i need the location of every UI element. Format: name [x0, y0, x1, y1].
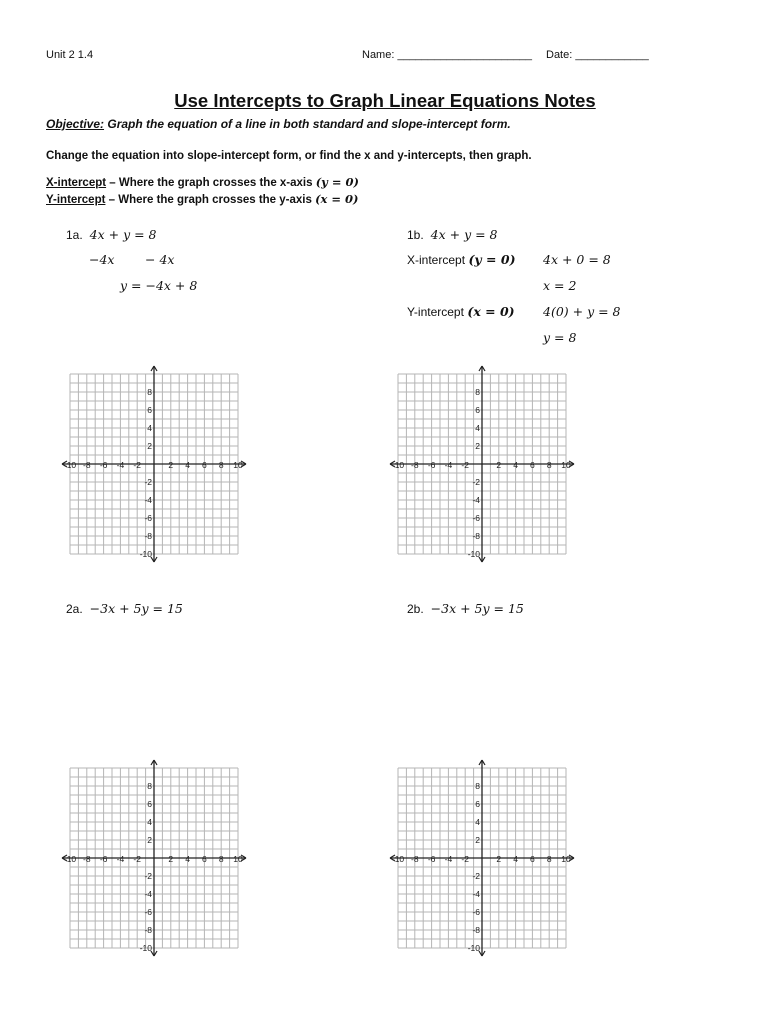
coordinate-grid-1a[interactable]	[63, 374, 243, 559]
y-intercept-heading	[407, 304, 515, 319]
y-tick-label: -6	[472, 907, 480, 917]
x-tick-label: 2	[168, 854, 174, 864]
x-tick-label: -10	[391, 854, 405, 864]
x-tick-label: 2	[496, 460, 502, 470]
y-tick-label: 2	[475, 835, 480, 845]
x-tick-label: 6	[530, 460, 535, 470]
y-tick-label: 8	[147, 387, 152, 397]
x-tick-label: 6	[202, 854, 207, 864]
x-tick-label: 6	[202, 460, 207, 470]
y-tick-label: 2	[147, 441, 152, 451]
problem-1b	[407, 227, 498, 242]
x-tick-label: -8	[83, 854, 91, 864]
x-tick-label: -6	[99, 460, 108, 470]
x-intercept-condition: (y = 0)	[468, 252, 516, 267]
x-tick-label: -4	[444, 460, 453, 470]
y-tick-label: 4	[475, 423, 480, 433]
y-intercept-step-1: 4(0) + y = 8	[543, 304, 621, 319]
y-tick-label: -10	[139, 549, 152, 559]
unit-label: Unit 2 1.4	[46, 49, 94, 61]
problem-2a	[66, 601, 183, 616]
y-tick-label: -4	[144, 889, 152, 899]
x-tick-label: 10	[233, 854, 243, 864]
x-tick-label: 4	[185, 460, 190, 470]
objective-label: Objective:	[46, 117, 105, 131]
date-field[interactable]: Date: ____________	[546, 49, 649, 61]
y-tick-label: 6	[147, 799, 152, 809]
y-tick-label: -2	[144, 871, 152, 881]
x-tick-label: -2	[133, 854, 141, 864]
x-tick-label: 10	[561, 854, 571, 864]
problem-1a-step-right: − 4x	[145, 252, 175, 267]
y-tick-label: -10	[467, 943, 480, 953]
page-title-text: Use Intercepts to Graph Linear Equations Notes	[174, 90, 596, 111]
x-intercept-step-1: 4x + 0 = 8	[543, 252, 611, 267]
problem-equation: −3x + 5y = 15	[89, 601, 183, 616]
y-tick-label: -6	[144, 513, 152, 523]
y-tick-label: 6	[475, 405, 480, 415]
y-tick-label: -4	[472, 495, 480, 505]
problem-label: 2b.	[407, 602, 424, 616]
x-tick-label: 4	[185, 854, 190, 864]
y-tick-label: -8	[144, 925, 152, 935]
definition-condition: (y = 0)	[315, 175, 359, 189]
y-tick-label: -4	[144, 495, 152, 505]
y-tick-label: 8	[475, 387, 480, 397]
definition-text: – Where the graph crosses the y-axis	[105, 194, 316, 206]
x-tick-label: -8	[411, 460, 419, 470]
x-tick-label: -10	[391, 460, 405, 470]
y-tick-label: -2	[472, 871, 480, 881]
definition-term: X-intercept	[46, 177, 107, 189]
y-tick-label: -8	[472, 531, 480, 541]
definition-text: – Where the graph crosses the x-axis	[106, 177, 316, 189]
x-tick-label: -10	[63, 854, 77, 864]
y-tick-label: -6	[472, 513, 480, 523]
x-tick-label: 8	[218, 854, 224, 864]
x-tick-label: 2	[496, 854, 502, 864]
x-tick-label: 2	[168, 460, 174, 470]
y-tick-label: -10	[139, 943, 152, 953]
problem-equation: 4x + y = 8	[430, 227, 498, 242]
x-tick-label: -6	[427, 854, 436, 864]
definition-x-intercept	[46, 175, 359, 189]
y-tick-label: 4	[147, 423, 152, 433]
x-tick-label: -10	[63, 460, 77, 470]
problem-1a-step-left: −4x	[89, 252, 115, 267]
x-tick-label: 10	[561, 460, 571, 470]
y-tick-label: 2	[475, 441, 480, 451]
y-tick-label: 8	[475, 781, 480, 791]
x-intercept-label: X-intercept	[407, 253, 466, 267]
problem-1a	[66, 227, 157, 242]
x-tick-label: -8	[83, 460, 91, 470]
problem-equation: 4x + y = 8	[89, 227, 157, 242]
x-intercept-step-2: x = 2	[543, 278, 577, 293]
y-tick-label: 6	[147, 405, 152, 415]
objective-text: Graph the equation of a line in both standard and slope-intercept form.	[104, 117, 511, 131]
definition-condition: (x = 0)	[315, 192, 359, 206]
y-tick-label: -4	[472, 889, 480, 899]
y-tick-label: -2	[472, 477, 480, 487]
x-tick-label: -2	[133, 460, 141, 470]
x-tick-label: -2	[461, 460, 469, 470]
x-tick-label: -4	[116, 460, 125, 470]
x-tick-label: 8	[546, 460, 552, 470]
x-tick-label: 8	[218, 460, 224, 470]
coordinate-grid-2b[interactable]	[391, 768, 571, 953]
x-tick-label: -4	[116, 854, 125, 864]
name-field[interactable]: Name: ______________________	[362, 49, 533, 61]
problem-label: 2a.	[66, 602, 83, 616]
x-intercept-heading	[407, 252, 515, 267]
y-tick-label: 2	[147, 835, 152, 845]
y-tick-label: -6	[144, 907, 152, 917]
coordinate-grid-2a[interactable]	[63, 768, 243, 953]
x-tick-label: -4	[444, 854, 453, 864]
x-tick-label: -6	[427, 460, 436, 470]
problem-2b	[407, 601, 524, 616]
y-intercept-condition: (x = 0)	[467, 304, 515, 319]
x-tick-label: -2	[461, 854, 469, 864]
y-intercept-label: Y-intercept	[407, 305, 464, 319]
x-tick-label: 4	[513, 854, 518, 864]
objective	[46, 117, 511, 131]
problem-label: 1b.	[407, 228, 424, 242]
instruction: Change the equation into slope-intercept form, or find the x and y-intercepts, then graph.	[46, 150, 532, 162]
y-tick-label: 8	[147, 781, 152, 791]
page-title	[0, 90, 770, 112]
problem-label: 1a.	[66, 228, 83, 242]
x-tick-label: 6	[530, 854, 535, 864]
x-tick-label: 8	[546, 854, 552, 864]
y-tick-label: -8	[472, 925, 480, 935]
x-tick-label: 10	[233, 460, 243, 470]
definition-y-intercept	[46, 192, 358, 206]
y-tick-label: 4	[475, 817, 480, 827]
problem-equation: −3x + 5y = 15	[430, 601, 524, 616]
y-tick-label: -2	[144, 477, 152, 487]
y-tick-label: -10	[467, 549, 480, 559]
x-tick-label: 4	[513, 460, 518, 470]
coordinate-grid-1b[interactable]	[391, 374, 571, 559]
y-tick-label: 6	[475, 799, 480, 809]
y-intercept-step-2: y = 8	[543, 330, 577, 345]
y-tick-label: 4	[147, 817, 152, 827]
y-tick-label: -8	[144, 531, 152, 541]
x-tick-label: -8	[411, 854, 419, 864]
x-tick-label: -6	[99, 854, 108, 864]
definition-term: Y-intercept	[46, 194, 106, 206]
problem-1a-result: y = −4x + 8	[120, 278, 198, 293]
